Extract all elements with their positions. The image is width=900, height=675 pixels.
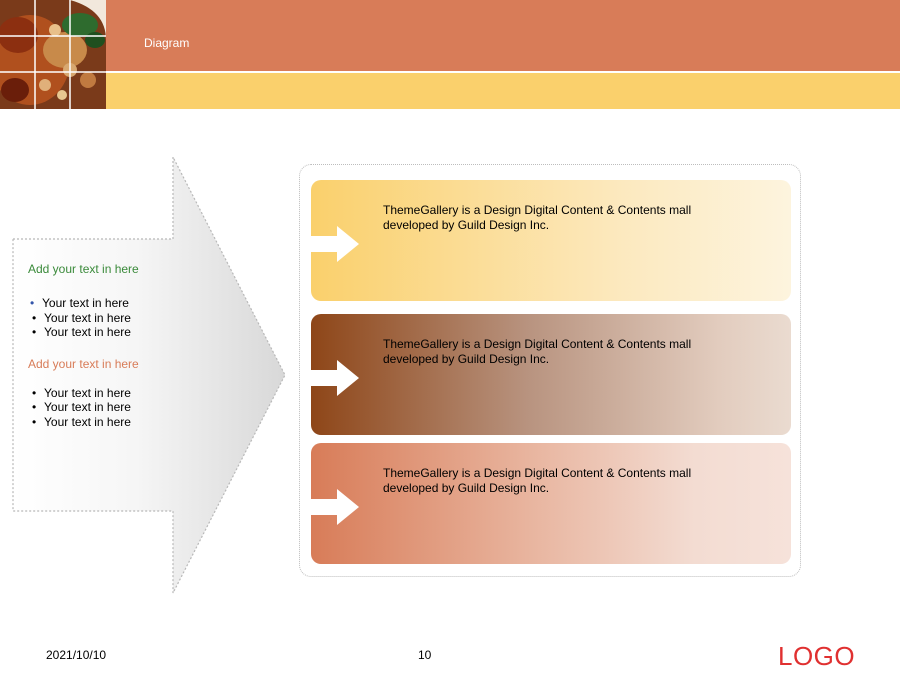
- page-number: 10: [418, 648, 432, 662]
- left-heading-1: Add your text in here: [28, 262, 139, 276]
- list-item: • Your text in here: [30, 296, 129, 310]
- card-text: ThemeGallery is a Design Digital Content & Contents mall developed by Guild Design Inc.: [383, 466, 692, 495]
- bullet-icon: •: [32, 400, 37, 415]
- footer-date: 2021/10/10: [46, 648, 107, 662]
- header-band: [0, 0, 900, 71]
- bullet-list-1: [28, 296, 228, 340]
- page-title: Diagram: [144, 36, 190, 50]
- list-item: • Your text in here: [32, 400, 131, 415]
- arrow-right-icon: [311, 358, 361, 398]
- arrow-right-icon: [311, 224, 361, 264]
- list-item: • Your text in here: [32, 385, 131, 400]
- left-heading-2: Add your text in here: [28, 356, 139, 371]
- bullet-icon: •: [32, 414, 37, 429]
- list-item: • Your text in here: [32, 310, 131, 325]
- list-item: • Your text in here: [32, 325, 131, 340]
- card-3: [311, 443, 791, 564]
- card-text: ThemeGallery is a Design Digital Content & Contents mall developed by Guild Design Inc.: [383, 203, 692, 232]
- bullet-list-2: [28, 386, 228, 430]
- list-item: • Your text in here: [32, 414, 131, 429]
- bullet-icon: •: [32, 310, 37, 325]
- food-photo-icon: [0, 0, 106, 109]
- bullet-icon: •: [32, 325, 37, 340]
- arrow-right-icon: [311, 487, 361, 527]
- left-arrow-text: [28, 262, 228, 430]
- card-2: [311, 314, 791, 435]
- header-stripe: [0, 73, 900, 109]
- bullet-icon: •: [30, 296, 35, 310]
- logo: LOGO: [778, 641, 856, 671]
- card-text: ThemeGallery is a Design Digital Content & Contents mall developed by Guild Design Inc.: [383, 337, 692, 366]
- bullet-icon: •: [32, 385, 37, 400]
- card-1: [311, 180, 791, 301]
